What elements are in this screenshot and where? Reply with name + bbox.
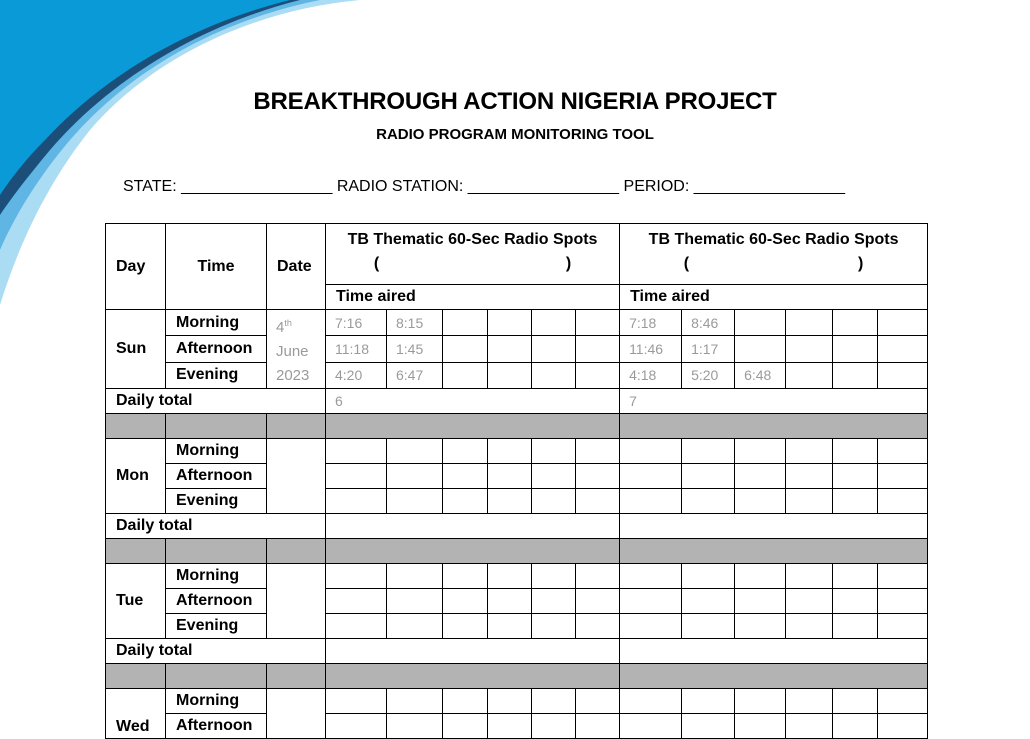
time-aired-entry[interactable] <box>620 564 682 589</box>
date-cell[interactable] <box>267 310 326 389</box>
daily-total-row <box>106 514 928 539</box>
time-aired-entry[interactable]: 6:47 <box>387 362 443 388</box>
time-slot-cell: Afternoon <box>166 714 267 739</box>
daily-total-value-1[interactable] <box>326 514 620 539</box>
time-aired-entry[interactable] <box>682 714 735 739</box>
time-slot-cell: Morning <box>166 689 267 714</box>
time-aired-entry[interactable] <box>786 564 833 589</box>
time-aired-entry[interactable] <box>682 439 735 464</box>
time-aired-entry[interactable] <box>532 564 576 589</box>
time-aired-entry[interactable] <box>488 714 532 739</box>
day-cell: Mon <box>106 439 166 514</box>
time-aired-entry[interactable] <box>488 310 532 336</box>
date-cell[interactable] <box>267 689 326 739</box>
time-slot-cell: Afternoon <box>166 589 267 614</box>
time-aired-entry[interactable] <box>443 714 488 739</box>
time-aired-entry[interactable] <box>387 564 443 589</box>
time-aired-entry[interactable]: 1:17 <box>682 336 735 362</box>
time-aired-entry[interactable] <box>878 464 928 489</box>
separator-cell <box>106 414 166 439</box>
time-aired-entry[interactable] <box>488 464 532 489</box>
time-aired-entry[interactable] <box>576 689 620 714</box>
time-aired-entry[interactable] <box>387 439 443 464</box>
separator-cell <box>620 414 928 439</box>
time-aired-entry[interactable] <box>576 439 620 464</box>
time-aired-entry[interactable] <box>443 614 488 639</box>
time-aired-entry[interactable] <box>786 614 833 639</box>
time-aired-entry[interactable]: 4:18 <box>620 362 682 388</box>
time-aired-entry[interactable]: 11:18 <box>326 336 387 362</box>
time-aired-entry[interactable]: 7:16 <box>326 310 387 336</box>
day-cell: Tue <box>106 564 166 639</box>
table-row <box>106 310 928 336</box>
time-aired-entry[interactable] <box>443 336 488 362</box>
header-spot-group-1 <box>326 224 620 285</box>
page-title: BREAKTHROUGH ACTION NIGERIA PROJECT <box>253 88 777 115</box>
separator-cell <box>166 414 267 439</box>
time-aired-entry[interactable] <box>620 589 682 614</box>
time-aired-entry[interactable] <box>878 310 928 336</box>
time-aired-entry[interactable] <box>387 464 443 489</box>
date-year: 2023 <box>276 367 310 384</box>
time-aired-entry[interactable] <box>620 614 682 639</box>
separator-cell <box>326 664 620 689</box>
time-aired-entry[interactable] <box>878 336 928 362</box>
date-suffix: th <box>284 318 292 328</box>
time-aired-entry[interactable] <box>576 714 620 739</box>
period-field[interactable]: PERIOD: _________________ <box>623 178 846 195</box>
time-aired-entry[interactable] <box>326 689 387 714</box>
time-aired-entry[interactable] <box>786 489 833 514</box>
time-aired-entry[interactable] <box>833 336 878 362</box>
form-fields-line <box>123 178 845 196</box>
time-aired-entry[interactable] <box>326 564 387 589</box>
time-aired-entry[interactable] <box>620 464 682 489</box>
time-aired-entry[interactable] <box>576 362 620 388</box>
table-row <box>106 689 928 714</box>
time-aired-entry[interactable] <box>682 589 735 614</box>
time-aired-entry[interactable] <box>682 564 735 589</box>
time-aired-entry[interactable] <box>576 489 620 514</box>
time-aired-entry[interactable] <box>878 589 928 614</box>
separator-cell <box>106 664 166 689</box>
time-aired-entry[interactable] <box>326 614 387 639</box>
time-aired-entry[interactable] <box>488 564 532 589</box>
time-aired-entry[interactable] <box>878 689 928 714</box>
time-slot-cell: Morning <box>166 310 267 336</box>
time-aired-entry[interactable] <box>532 689 576 714</box>
separator-cell <box>326 414 620 439</box>
time-aired-entry[interactable] <box>443 589 488 614</box>
time-aired-entry[interactable] <box>387 589 443 614</box>
time-aired-entry[interactable]: 11:46 <box>620 336 682 362</box>
time-aired-entry[interactable] <box>532 310 576 336</box>
time-aired-entry[interactable] <box>786 464 833 489</box>
separator-cell <box>267 664 326 689</box>
time-aired-entry[interactable] <box>833 614 878 639</box>
separator-cell <box>620 539 928 564</box>
spot-group-1-title: TB Thematic 60-Sec Radio Spots <box>347 231 598 248</box>
spot-group-2-paren: ( ) <box>683 255 864 272</box>
time-slot-cell: Evening <box>166 614 267 639</box>
time-aired-entry[interactable] <box>735 714 786 739</box>
date-month: June <box>276 343 309 360</box>
daily-total-label: Daily total <box>106 389 326 414</box>
time-aired-entry[interactable] <box>488 489 532 514</box>
time-aired-entry[interactable] <box>682 464 735 489</box>
time-aired-entry[interactable] <box>488 689 532 714</box>
time-aired-entry[interactable] <box>620 714 682 739</box>
time-aired-entry[interactable] <box>532 362 576 388</box>
day-cell: Sun <box>106 310 166 389</box>
time-aired-entry[interactable] <box>443 362 488 388</box>
time-aired-entry[interactable] <box>532 714 576 739</box>
table-row <box>106 589 928 614</box>
time-aired-entry[interactable] <box>833 464 878 489</box>
separator-cell <box>166 539 267 564</box>
time-aired-entry[interactable] <box>443 310 488 336</box>
time-slot-cell: Morning <box>166 439 267 464</box>
header-day: Day <box>106 224 166 310</box>
time-aired-entry[interactable] <box>682 489 735 514</box>
time-aired-entry[interactable] <box>735 589 786 614</box>
time-aired-entry[interactable] <box>786 689 833 714</box>
time-aired-entry[interactable] <box>833 310 878 336</box>
time-aired-entry[interactable] <box>387 489 443 514</box>
time-aired-entry[interactable] <box>576 336 620 362</box>
time-aired-entry[interactable] <box>682 614 735 639</box>
time-slot-cell: Afternoon <box>166 464 267 489</box>
time-aired-entry[interactable] <box>576 589 620 614</box>
monitoring-table <box>105 223 928 739</box>
time-aired-entry[interactable] <box>488 439 532 464</box>
time-aired-entry[interactable] <box>833 714 878 739</box>
table-row <box>106 439 928 464</box>
time-aired-entry[interactable] <box>488 336 532 362</box>
time-aired-entry[interactable] <box>326 489 387 514</box>
time-aired-entry[interactable] <box>532 464 576 489</box>
time-slot-cell: Morning <box>166 564 267 589</box>
time-aired-entry[interactable] <box>735 489 786 514</box>
time-aired-entry[interactable] <box>833 589 878 614</box>
time-aired-entry[interactable] <box>620 689 682 714</box>
header-time: Time <box>166 224 267 310</box>
date-cell[interactable] <box>267 439 326 514</box>
time-aired-entry[interactable] <box>878 439 928 464</box>
spot-group-2-title: TB Thematic 60-Sec Radio Spots <box>648 231 899 248</box>
time-aired-entry[interactable]: 6:48 <box>735 362 786 388</box>
time-aired-entry[interactable] <box>833 489 878 514</box>
time-aired-entry[interactable] <box>735 336 786 362</box>
time-aired-entry[interactable] <box>735 564 786 589</box>
time-slot-cell: Afternoon <box>166 336 267 362</box>
time-aired-entry[interactable] <box>786 439 833 464</box>
separator-cell <box>620 664 928 689</box>
time-aired-entry[interactable] <box>833 362 878 388</box>
spot-group-1-paren: ( ) <box>373 255 572 272</box>
time-aired-entry[interactable]: 5:20 <box>682 362 735 388</box>
time-aired-entry[interactable] <box>443 464 488 489</box>
page-subtitle: RADIO PROGRAM MONITORING TOOL <box>376 126 654 143</box>
table-row <box>106 614 928 639</box>
time-aired-entry[interactable] <box>387 714 443 739</box>
time-aired-entry[interactable] <box>488 362 532 388</box>
date-cell[interactable] <box>267 564 326 639</box>
date-day: 4 <box>276 319 285 336</box>
time-aired-entry[interactable] <box>326 439 387 464</box>
time-aired-entry[interactable] <box>878 489 928 514</box>
time-aired-entry[interactable] <box>735 614 786 639</box>
time-aired-entry[interactable] <box>786 589 833 614</box>
time-aired-entry[interactable] <box>878 564 928 589</box>
separator-cell <box>106 539 166 564</box>
daily-total-label: Daily total <box>106 639 326 664</box>
radio-station-field[interactable]: RADIO STATION: _________________ <box>336 178 620 195</box>
time-aired-entry[interactable] <box>833 564 878 589</box>
time-aired-entry[interactable] <box>620 439 682 464</box>
separator-cell <box>267 414 326 439</box>
daily-total-row <box>106 639 928 664</box>
daily-total-value-2[interactable] <box>620 514 928 539</box>
time-aired-entry[interactable] <box>532 489 576 514</box>
table-row <box>106 564 928 589</box>
time-slot-cell: Evening <box>166 489 267 514</box>
separator-cell <box>267 539 326 564</box>
time-aired-entry[interactable] <box>735 464 786 489</box>
time-aired-entry[interactable] <box>443 564 488 589</box>
time-aired-entry[interactable] <box>443 439 488 464</box>
table-row <box>106 464 928 489</box>
time-aired-entry[interactable] <box>532 589 576 614</box>
time-slot-cell: Evening <box>166 362 267 388</box>
time-aired-entry[interactable] <box>576 310 620 336</box>
time-aired-entry[interactable] <box>387 614 443 639</box>
time-aired-entry[interactable] <box>786 714 833 739</box>
daily-total-value-2[interactable]: 7 <box>620 389 928 414</box>
daily-total-row <box>106 389 928 414</box>
time-aired-entry[interactable] <box>833 689 878 714</box>
table-row <box>106 362 928 388</box>
header-date: Date <box>267 224 326 310</box>
time-aired-entry[interactable] <box>786 336 833 362</box>
separator-cell <box>326 539 620 564</box>
time-aired-entry[interactable] <box>620 489 682 514</box>
time-aired-entry[interactable] <box>532 439 576 464</box>
time-aired-entry[interactable] <box>532 614 576 639</box>
time-aired-label-1: Time aired <box>326 285 620 310</box>
daily-total-label: Daily total <box>106 514 326 539</box>
time-aired-label-2: Time aired <box>620 285 928 310</box>
daily-total-value-1[interactable] <box>326 639 620 664</box>
time-aired-entry[interactable] <box>326 589 387 614</box>
daily-total-value-1[interactable]: 6 <box>326 389 620 414</box>
time-aired-entry[interactable] <box>576 464 620 489</box>
time-aired-entry[interactable] <box>878 614 928 639</box>
table-row <box>106 714 928 739</box>
time-aired-entry[interactable] <box>878 362 928 388</box>
time-aired-entry[interactable] <box>488 614 532 639</box>
time-aired-entry[interactable] <box>735 310 786 336</box>
separator-row <box>106 414 928 439</box>
time-aired-entry[interactable] <box>786 310 833 336</box>
time-aired-entry[interactable] <box>532 336 576 362</box>
separator-row <box>106 539 928 564</box>
time-aired-entry[interactable]: 8:46 <box>682 310 735 336</box>
time-aired-entry[interactable] <box>326 464 387 489</box>
time-aired-entry[interactable]: 4:20 <box>326 362 387 388</box>
time-aired-entry[interactable] <box>735 689 786 714</box>
table-row <box>106 336 928 362</box>
time-aired-entry[interactable] <box>576 564 620 589</box>
table-row <box>106 489 928 514</box>
time-aired-entry[interactable] <box>735 439 786 464</box>
time-aired-entry[interactable] <box>833 439 878 464</box>
time-aired-entry[interactable] <box>443 689 488 714</box>
time-aired-entry[interactable] <box>326 714 387 739</box>
time-aired-entry[interactable]: 1:45 <box>387 336 443 362</box>
header-spot-group-2 <box>620 224 928 285</box>
day-cell: Wed <box>106 689 166 739</box>
separator-row <box>106 664 928 689</box>
time-aired-entry[interactable] <box>576 614 620 639</box>
time-aired-entry[interactable]: 7:18 <box>620 310 682 336</box>
separator-cell <box>166 664 267 689</box>
time-aired-entry[interactable] <box>878 714 928 739</box>
time-aired-entry[interactable] <box>488 589 532 614</box>
daily-total-value-2[interactable] <box>620 639 928 664</box>
time-aired-entry[interactable] <box>786 362 833 388</box>
time-aired-entry[interactable] <box>387 689 443 714</box>
state-field[interactable]: STATE: _________________ <box>123 178 333 195</box>
time-aired-entry[interactable] <box>682 689 735 714</box>
time-aired-entry[interactable]: 8:15 <box>387 310 443 336</box>
time-aired-entry[interactable] <box>443 489 488 514</box>
